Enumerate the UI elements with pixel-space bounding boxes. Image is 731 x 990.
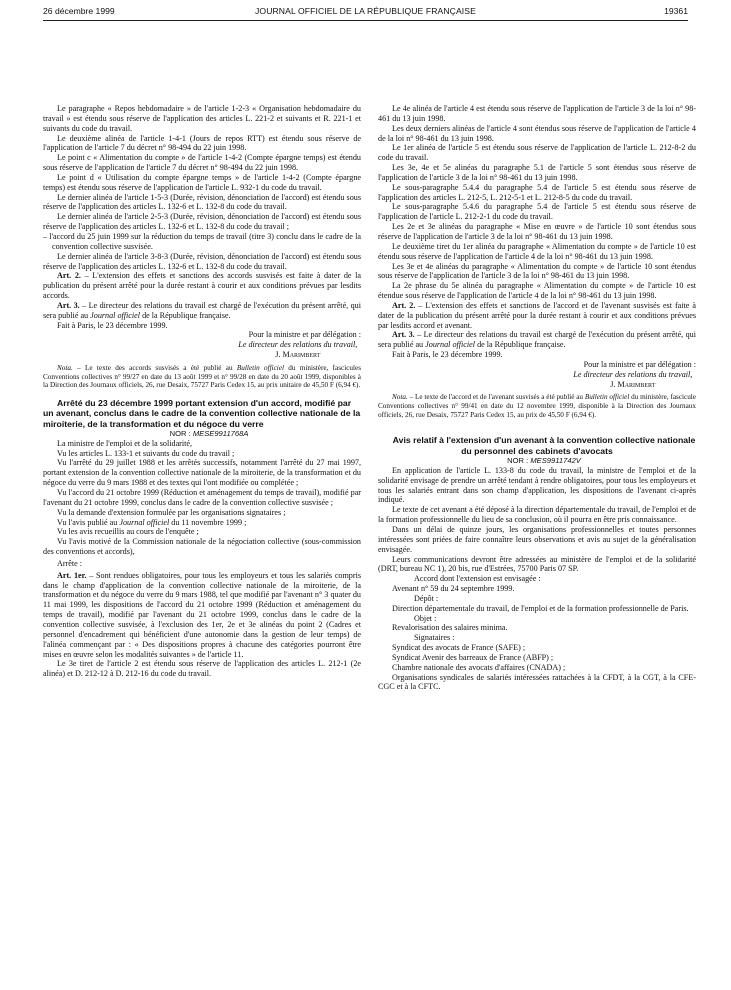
- paragraph: Le deuxième alinéa de l'article 1-4-1 (Jours de repos RTT) est étendu sous réserve de l'application de l'article 7 du décret n° 98-494 du 22 juin 1998.: [43, 133, 361, 153]
- visa: Vu l'avis publié au Journal officiel du 11 novembre 1999 ;: [57, 517, 247, 527]
- avenant-line: Avenant n° 59 du 24 septembre 1999.: [392, 584, 515, 594]
- paragraph: Les deux derniers alinéas de l'article 4 sont étendus sous réserve de l'application de l'article 4 de la loi n° 98-461 du 13 juin 1998.: [378, 123, 696, 143]
- objet-label: Objet :: [414, 613, 437, 623]
- article-3: Art. 3. – Le directeur des relations du travail est chargé de l'exécution du présent arrêté, qui sera publié au Journal officiel de la République française.: [378, 330, 696, 350]
- visa: Vu l'avis motivé de la Commission nationale de la négociation collective (sous-commission des conventions et accords),: [43, 537, 361, 557]
- right-column: [378, 104, 696, 692]
- depot-label: Dépôt :: [414, 593, 439, 603]
- nor-reference: NOR : MES9911742V: [507, 456, 581, 466]
- paragraph: Le texte de cet avenant a été déposé à la direction départementale du travail, de l'emploi et de la formation professionnelle du lieu de sa conclusion, où il pourra en être pris connaissance.: [378, 505, 696, 525]
- signature-title: Le directeur des relations du travail,: [238, 340, 358, 350]
- journal-title: JOURNAL OFFICIEL DE LA RÉPUBLIQUE FRANÇAISE: [255, 6, 476, 16]
- article-label: Art. 2.: [392, 300, 416, 310]
- signataire-item: Chambre nationale des avocats d'affaires (CNADA) ;: [392, 662, 566, 672]
- paragraph: Le 3e tiret de l'article 2 est étendu sous réserve de l'application des articles L. 212-1 (2e alinéa) et D. 212-12 à D. 212-16 du code du travail.: [43, 659, 361, 679]
- paragraph: Le point c « Alimentation du compte » de l'article 1-4-2 (Compte épargne temps) est étendu sous réserve de l'application de l'article 7 du décret n° 98-494 du 22 juin 1998.: [43, 153, 361, 173]
- header-rule: [43, 20, 688, 21]
- left-column: [43, 104, 361, 679]
- visa: Vu les articles L. 133-1 et suivants du code du travail ;: [57, 448, 235, 458]
- article-2: Art. 2. – L'extension des effets et sanctions de l'accord et de l'avenant susvisés est faite à dater de la publication du présent arrêté pour la durée restant à courir et aux conditions prévues par lesdits accord et avenant.: [378, 300, 696, 330]
- signataires-label: Signataires :: [414, 633, 455, 643]
- objet-text: Revalorisation des salaires minima.: [392, 623, 508, 633]
- paragraph: Le paragraphe « Repos hebdomadaire » de l'article 1-2-3 « Organisation hebdomadaire du travail » est étendu sous réserve de l'application des articles L. 221-2 et suivants et R. 221-1 et suivants du code du travail.: [43, 104, 361, 133]
- paragraph: Le dernier alinéa de l'article 3-8-3 (Durée, révision, dénonciation de l'accord) est étendu sous réserve de l'application des articles L. 132-6 et L. 132-8 du code du travail.: [43, 251, 361, 271]
- visa: Vu les avis recueillis au cours de l'enquête ;: [57, 527, 199, 537]
- ministre-line: La ministre de l'emploi et de la solidarité,: [57, 438, 193, 448]
- paragraph: Le 4e alinéa de l'article 4 est étendu sous réserve de l'application de l'article 3 de la loi n° 98-461 du 13 juin 1998.: [378, 104, 696, 123]
- signature-line: Pour la ministre et par délégation :: [583, 359, 696, 369]
- paragraph: Les 3e et 4e alinéas du paragraphe « Alimentation du compte » de l'article 10 sont étendus sous réserve de l'application de l'article 3 de la loi n° 98-461 du 13 juin 1998.: [378, 261, 696, 281]
- signature-name: J. Marimbert: [275, 350, 321, 360]
- depot-text: Direction départementale du travail, de l'emploi et de la formation professionnelle de Paris.: [392, 603, 689, 613]
- article-label: Art. 3.: [57, 300, 80, 310]
- fait-line: Fait à Paris, le 23 décembre 1999.: [392, 350, 503, 360]
- accord-label: Accord dont l'extension est envisagée :: [414, 574, 541, 584]
- nota: Nota. – Le texte de l'accord et de l'avenant susvisés a été publié au Bulletin officiel du ministère, fascicule Conventions collectives n° 99/41 en date du 12 novembre 1999, disponible à la Direction des Journaux officiels, 26, rue Desaix, 75727 Paris Cedex 15, au prix de 45,50 F (6,94 €).: [378, 393, 696, 419]
- paragraph: Les 2e et 3e alinéas du paragraphe « Mise en œuvre » de l'article 10 sont étendus sous réserve de l'application de l'article 3 de la loi n° 98-461 du 13 juin 1998.: [378, 222, 696, 241]
- avis-title: Avis relatif à l'extension d'un avenant à la convention collective nationale du personnel des cabinets d'avocats: [392, 435, 696, 456]
- header-date: 26 décembre 1999: [43, 6, 115, 16]
- arrete-title: Arrêté du 23 décembre 1999 portant extension d'un accord, modifié par un avenant, conclus dans le cadre de la convention collective nationale de la miroiterie, de la transformation et du négoce du verre: [43, 397, 361, 429]
- paragraph: Le deuxième tiret du 1er alinéa du paragraphe « Alimentation du compte » de l'article 10 est étendu sous réserve de l'application de l'article 4 de la loi n° 98-461 du 13 juin 1998.: [378, 241, 696, 261]
- dash-paragraph: – l'accord du 25 juin 1999 sur la réduction du temps de travail (titre 3) conclu dans le cadre de la convention collective susvisée.: [43, 231, 361, 251]
- article-label: Art. 1er.: [57, 570, 87, 580]
- article-label: Art. 3.: [392, 330, 415, 340]
- page-header: [43, 6, 688, 20]
- paragraph: Le sous-paragraphe 5.4.6 du paragraphe 5.4 de l'article 5 est étendu sous réserve de l'application de l'article L. 212-2-1 du code du travail.: [378, 202, 696, 222]
- signature-name: J. Marimbert: [610, 379, 656, 389]
- paragraph: Leurs communications devront être adressées au ministère de l'emploi et de la solidarité (DRT, bureau NC 1), 20 bis, rue d'Estrées, 75700 Paris 07 SP.: [378, 554, 696, 574]
- article-label: Art. 2.: [57, 271, 81, 281]
- signature-block: [378, 360, 696, 390]
- signataire-item: Syndicat des avocats de France (SAFE) ;: [392, 643, 526, 653]
- signature-block: [43, 330, 361, 360]
- paragraph: Le dernier alinéa de l'article 1-5-3 (Durée, révision, dénonciation de l'accord) est étendu sous réserve de l'application des articles L. 132-6 et L. 132-8 du code du travail.: [43, 192, 361, 212]
- paragraph: Le dernier alinéa de l'article 2-5-3 (Durée, révision, dénonciation de l'accord) est étendu sous réserve de l'application des articles L. 132-6 et L. 132-8 du code du travail ;: [43, 212, 361, 232]
- nor-reference: NOR : MESE9911768A: [169, 428, 249, 438]
- article-2: Art. 2. – L'extension des effets et sanctions des accords susvisés est faite à dater de la publication du présent arrêté pour la durée restant à courir et aux conditions prévues par lesdits accords.: [43, 271, 361, 301]
- paragraph: Le 1er alinéa de l'article 5 est étendu sous réserve de l'application de l'article L. 212-8-2 du code du travail.: [378, 143, 696, 163]
- paragraph: Les 3e, 4e et 5e alinéas du paragraphe 5.1 de l'article 5 sont étendus sous réserve de l'application de l'article 3 de la loi n° 98-461 du 13 juin 1998.: [378, 163, 696, 182]
- signature-line: Pour la ministre et par délégation :: [248, 330, 361, 340]
- nota: Nota. – Le texte des accords susvisés a été publié au Bulletin officiel du ministère, fascicules Conventions collectives n° 99/27 en date du 13 août 1999 et n° 99/28 en date du 20 août 1999, disponibles à la Direction des Journaux officiels, 26, rue Desaix, 75727 Paris Cedex 15, au prix unitaire de 45,50 F (6,94 €).: [43, 363, 361, 390]
- paragraph: Le sous-paragraphe 5.4.4 du paragraphe 5.4 de l'article 5 est étendu sous réserve de l'application des articles L. 212-5, L. 212-5-1 et L. 212-8-5 du code du travail.: [378, 182, 696, 202]
- paragraph: La 2e phrase du 5e alinéa du paragraphe « Alimentation du compte » de l'article 10 est étendue sous réserve de l'application de l'article 4 de la loi n° 98-461 du 13 juin 1998.: [378, 281, 696, 301]
- paragraph: Le point d « Utilisation du compte épargne temps » de l'article 1-4-2 (Compte épargne temps) est étendu sous réserve de l'application de l'article L. 932-1 du code du travail.: [43, 172, 361, 192]
- visa: Vu l'accord du 21 octobre 1999 (Réduction et aménagement du temps de travail), modifié par l'avenant du 21 octobre 1999, conclus dans le cadre de la convention collective susvisée ;: [43, 488, 361, 507]
- page-number: 19361: [664, 6, 688, 16]
- visa: Vu l'arrêté du 29 juillet 1988 et les arrêtés successifs, notamment l'arrêté du 27 mai 1997, portant extension de la convention collective nationale de la miroiterie, de la transformation et du négoce du verre du 9 mars 1988 et des textes qui l'ont modifiée ou complétée ;: [43, 458, 361, 488]
- signature-title: Le directeur des relations du travail,: [573, 369, 693, 379]
- article-3: Art. 3. – Le directeur des relations du travail est chargé de l'exécution du présent arrêté, qui sera publié au Journal officiel de la République française.: [43, 300, 361, 320]
- article-1: Art. 1er. – Sont rendues obligatoires, pour tous les employeurs et tous les salariés compris dans le champ d'application de la convention collective nationale de la miroiterie, de la transformation et du négoce du verre du 9 mars 1988, tel que modifié par l'avenant n° 3 quater du 11 mai 1999, les dispositions de l'accord du 21 octobre 1999 (Réduction et aménagement du temps de travail), modifié par l'avenant du 21 octobre 1999, conclus dans le cadre de la convention collective susvisée, à l'exclusion des 1er, 2e et 3e alinéas du point 2 (Cadres et personnel d'encadrement qui bénéficient d'une autonomie dans la gestion de leur temps) de l'alinéa commençant par : « Des dispositions propres à chacune des catégories pourront être mises en œuvre selon les modalités suivantes » de l'article 11.: [43, 570, 361, 659]
- signataire-item: Organisations syndicales de salariés intéressées rattachées à la CFDT, à la CGT, à la CFE-CGC et à la CFTC.: [378, 672, 696, 692]
- visa: Vu la demande d'extension formulée par les organisations signataires ;: [57, 507, 286, 517]
- arrete-label: Arrête :: [57, 558, 83, 568]
- fait-line: Fait à Paris, le 23 décembre 1999.: [57, 320, 168, 330]
- signataire-item: Syndicat Avenir des barreaux de France (ABFP) ;: [392, 652, 554, 662]
- paragraph: Dans un délai de quinze jours, les organisations professionnelles et toutes personnes intéressées sont priées de faire connaître leurs observations et avis au sujet de la généralisation envisagée.: [378, 524, 696, 554]
- paragraph: En application de l'article L. 133-8 du code du travail, la ministre de l'emploi et de la solidarité envisage de prendre un arrêté tendant à rendre obligatoires, pour tous les employeurs et tous les salariés entrant dans son champ d'application, les dispositions de l'avenant ci-après indiqué.: [378, 465, 696, 505]
